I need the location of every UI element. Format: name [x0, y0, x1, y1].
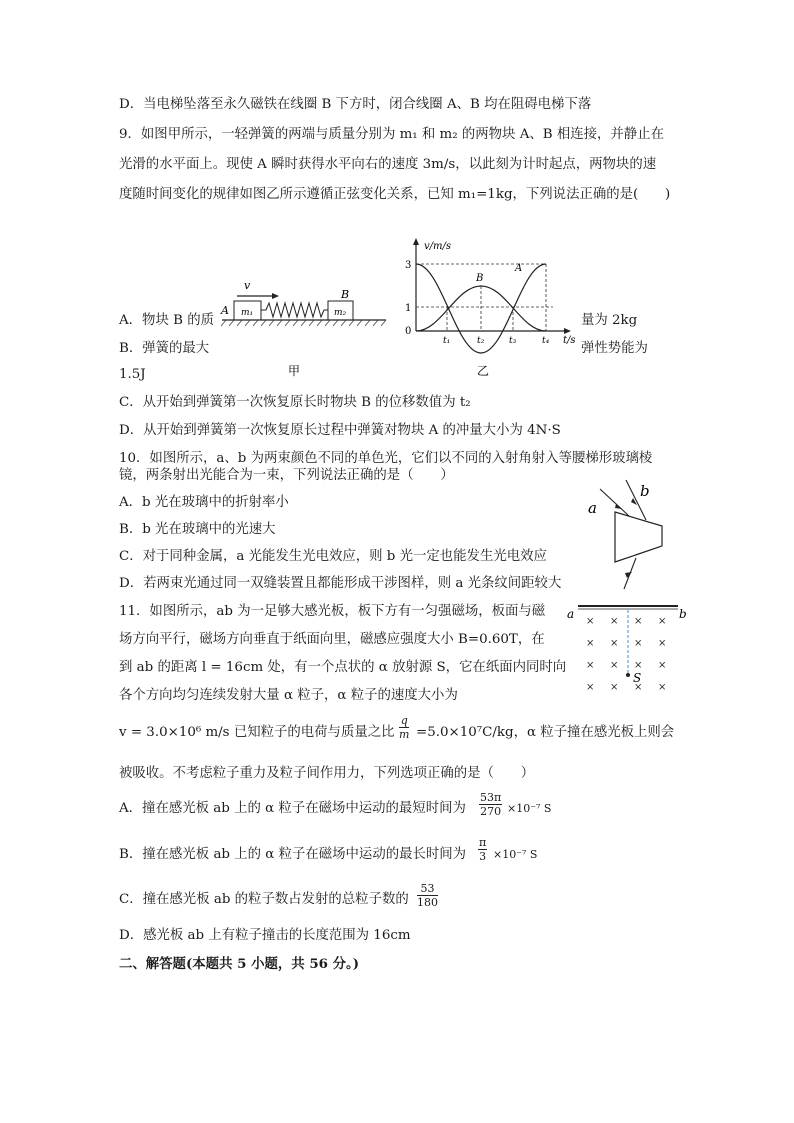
- q9-option-b-left: B．弹簧的最大: [119, 341, 210, 356]
- svg-text:×: ×: [610, 616, 619, 627]
- source-s-dot: [626, 673, 630, 677]
- y-tick-3: 3: [405, 260, 412, 271]
- plate-end-b: b: [679, 607, 687, 621]
- q11-option-d: D．感光板 ab 上有粒子撞击的长度范围为 16cm: [119, 928, 411, 943]
- svg-text:×: ×: [658, 616, 667, 627]
- svg-text:×: ×: [586, 638, 595, 649]
- q9-option-a-right: 量为 2kg: [581, 313, 638, 328]
- t-tick-4: t₄: [542, 336, 550, 346]
- svg-text:×: ×: [634, 660, 643, 671]
- option-a-numerator: 53π: [480, 791, 502, 804]
- svg-text:×: ×: [658, 660, 667, 671]
- svg-text:×: ×: [610, 638, 619, 649]
- q10-option-a: A．b 光在玻璃中的折射率小: [119, 495, 289, 510]
- t-tick-1: t₁: [443, 336, 451, 346]
- ray-b-label: b: [640, 482, 650, 500]
- option-b-numerator: π: [479, 836, 487, 849]
- option-b-denominator: 3: [479, 850, 487, 863]
- q10-stem-line1: 10．如图所示，a、b 为两束颜色不同的单色光，它们以不同的入射角射入等腰梯形玻璃棱: [119, 451, 653, 466]
- svg-text:×: ×: [634, 616, 643, 627]
- svg-text:×: ×: [658, 682, 667, 693]
- v-axis-label: v/m/s: [424, 241, 452, 252]
- q9-stem-line2: 光滑的水平面上。现使 A 瞬时获得水平向右的速度 3m/s，以此刻为计时起点，两物块的速: [119, 157, 657, 172]
- block-a-label: A: [221, 304, 229, 317]
- q9-option-c: C．从开始到弹簧第一次恢复原长时物块 B 的位移数值为 t₂: [119, 395, 471, 410]
- q8-option-d: D．当电梯坠落至永久磁铁在线圈 B 下方时，闭合线圈 A、B 均在阻碍电梯下落: [119, 97, 592, 112]
- svg-text:×: ×: [658, 638, 667, 649]
- y-tick-1: 1: [405, 303, 412, 314]
- fraction-denominator: m: [399, 728, 410, 741]
- v-label: v: [244, 279, 251, 292]
- fraction-numerator: q: [400, 714, 408, 727]
- y-tick-0: 0: [405, 326, 412, 337]
- trapezoid-prism: [615, 512, 662, 562]
- svg-text:×: ×: [610, 660, 619, 671]
- q10-prism-figure: [582, 472, 682, 597]
- q9-option-b-cont: 1.5J: [119, 367, 146, 382]
- spring: [261, 303, 328, 317]
- q10-option-b: B．b 光在玻璃中的光速大: [119, 522, 276, 537]
- q9-figure-yi: [396, 235, 591, 380]
- block-b-label: B: [341, 288, 350, 301]
- curve-a-label: A: [515, 263, 523, 274]
- source-s-label: S: [633, 671, 642, 685]
- q11-stem-line2: 场方向平行，磁场方向垂直于纸面向里，磁感应强度大小 B=0.60T，在: [119, 632, 545, 647]
- svg-text:×: ×: [610, 682, 619, 693]
- yi-caption: 乙: [477, 364, 490, 378]
- ray-a-label: a: [588, 499, 597, 517]
- q9-option-a-left: A．物块 B 的质: [119, 313, 214, 328]
- q9-option-b-right: 弹性势能为: [581, 341, 648, 356]
- q11-stem-line4: 各个方向均匀连续发射大量 α 粒子，α 粒子的速度大小为: [119, 688, 458, 703]
- jia-caption: 甲: [288, 364, 301, 378]
- curve-b-label: B: [476, 273, 484, 284]
- option-a-tail: ×10⁻⁷ S: [507, 802, 552, 815]
- m2-label: m₂: [334, 308, 347, 318]
- q9-figure-jia: [210, 276, 395, 381]
- q11-option-c: C．撞在感光板 ab 的粒子数占发射的总粒子数的: [119, 892, 409, 907]
- t-axis-label: t/s: [563, 335, 576, 346]
- q11-field-figure: [566, 598, 690, 696]
- q9-stem-line1: 9．如图甲所示，一轻弹簧的两端与质量分别为 m₁ 和 m₂ 的两物块 A、B 相连接，并静止在: [119, 127, 664, 142]
- t-tick-3: t₃: [509, 336, 517, 346]
- svg-text:×: ×: [586, 660, 595, 671]
- option-c-numerator: 53: [417, 882, 438, 896]
- m1-label: m₁: [241, 308, 254, 318]
- option-b-tail: ×10⁻⁷ S: [493, 848, 538, 861]
- svg-text:×: ×: [634, 638, 643, 649]
- t-tick-2: t₂: [477, 336, 485, 346]
- q10-stem-line2: 镜，两条射出光能合为一束，下列说法正确的是（ ）: [119, 468, 454, 483]
- q10-option-d: D．若两束光通过同一双缝装置且都能形成干涉图样，则 a 光条纹间距较大: [119, 576, 562, 591]
- plate-end-a: a: [567, 607, 575, 621]
- option-c-denominator: 180: [417, 896, 438, 909]
- option-c-fraction: [417, 882, 438, 909]
- section-2-heading: 二、解答题(本题共 5 小题，共 56 分。): [119, 956, 360, 972]
- option-a-denominator: 270: [480, 805, 502, 818]
- option-b-fraction: [478, 836, 487, 863]
- q11-stem-line1: 11．如图所示，ab 为一足够大感光板，板下方有一匀强磁场，板面与磁: [119, 604, 546, 619]
- q11-stem-line3: 到 ab 的距离 l = 16cm 处，有一个点状的 α 放射源 S，它在纸面内同时向: [119, 660, 567, 675]
- q11-option-a: A．撞在感光板 ab 上的 α 粒子在磁场中运动的最短时间为: [119, 801, 466, 816]
- svg-text:×: ×: [586, 616, 595, 627]
- q9-stem-line3: 度随时间变化的规律如图乙所示遵循正弦变化关系，已知 m₁=1kg，下列说法正确的是( ): [119, 187, 671, 202]
- option-a-fraction: [479, 791, 502, 818]
- charge-mass-fraction: [399, 714, 409, 741]
- q11-stem-line5a: v = 3.0×10⁶ m/s 已知粒子的电荷与质量之比: [119, 725, 395, 740]
- q11-stem-line5b: =5.0×10⁷C/kg，α 粒子撞在感光板上则会: [416, 725, 675, 740]
- q10-option-c: C．对于同种金属，a 光能发生光电效应，则 b 光一定也能发生光电效应: [119, 549, 547, 564]
- q9-option-d: D．从开始到弹簧第一次恢复原长过程中弹簧对物块 A 的冲量大小为 4N·S: [119, 423, 561, 438]
- q11-option-b: B．撞在感光板 ab 上的 α 粒子在磁场中运动的最长时间为: [119, 847, 467, 862]
- svg-text:×: ×: [634, 682, 643, 693]
- svg-text:×: ×: [586, 682, 595, 693]
- q11-stem-line6: 被吸收。不考虑粒子重力及粒子间作用力，下列选项正确的是（ ）: [119, 766, 535, 781]
